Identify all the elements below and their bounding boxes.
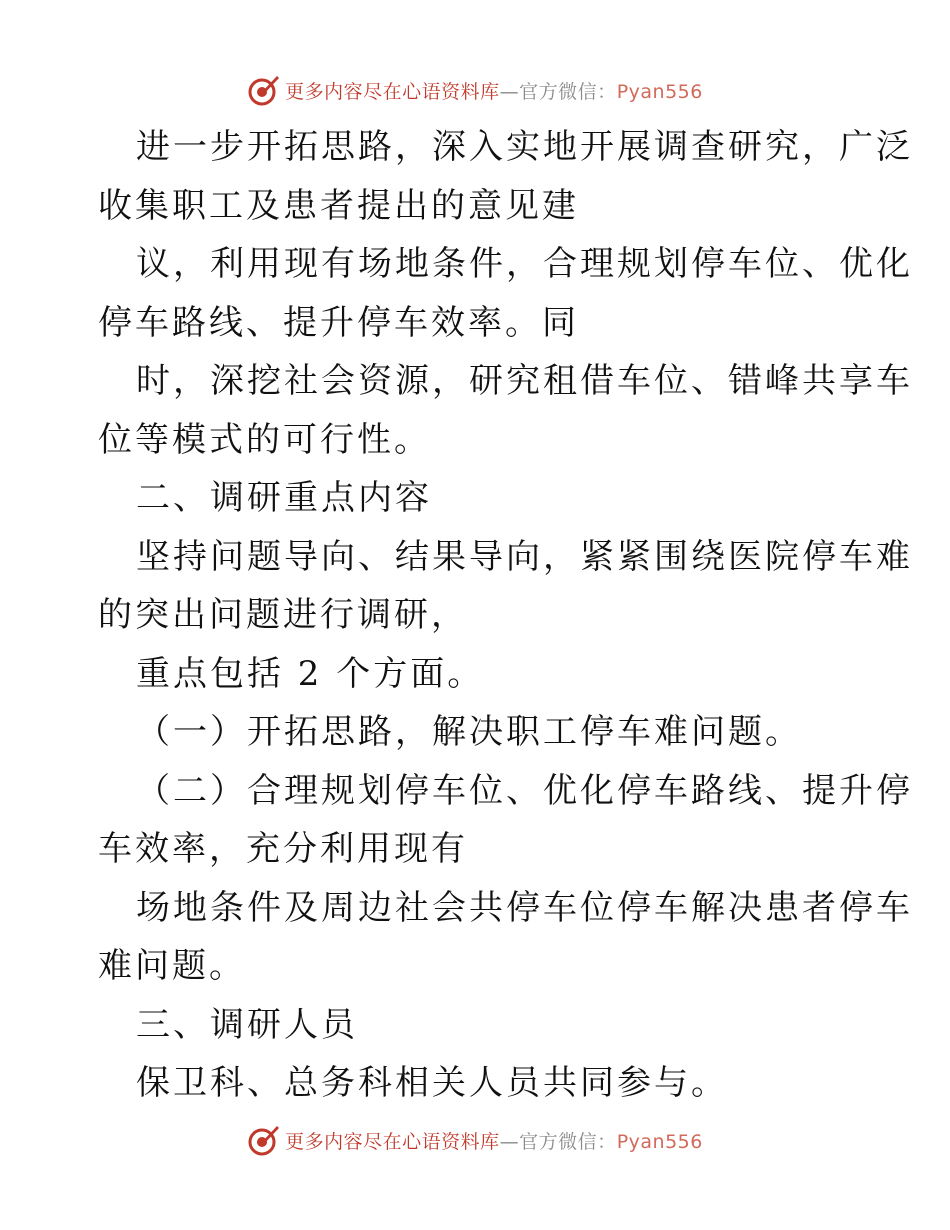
body-line: 进一步开拓思路，深入实地开展调查研究，广泛 (136, 127, 913, 167)
quill-pen-circle-icon (247, 73, 281, 107)
watermark-brand: 更多内容尽在心语资料库 (285, 1130, 500, 1153)
document-body (98, 118, 913, 1113)
list-item: （二）合理规划停车位、优化停车路线、提升停 (136, 770, 913, 811)
watermark-separator: — (499, 80, 520, 103)
watermark-brand: 更多内容尽在心语资料库 (285, 80, 500, 103)
watermark-wechat-id: Pyan556 (616, 1130, 703, 1153)
body-line: 场地条件及周边社会共停车位停车解决患者停车 (136, 887, 913, 928)
body-line: 坚持问题导向、结果导向，紧紧围绕医院停车难 (136, 536, 913, 577)
watermark-wechat-label: 官方微信： (519, 80, 617, 103)
quill-pen-circle-icon (247, 1123, 281, 1157)
watermark-text (285, 1127, 703, 1154)
footer-watermark (0, 1120, 950, 1160)
watermark-text (285, 77, 703, 104)
watermark-wechat-id: Pyan556 (616, 80, 703, 103)
body-line: 重点包括 2 个方面。 (136, 653, 485, 694)
body-line: 议，利用现有场地条件，合理规划停车位、优化 (136, 244, 913, 284)
section-heading: 三、调研人员 (136, 1004, 358, 1045)
watermark-wechat-label: 官方微信： (519, 1130, 617, 1153)
watermark-separator: — (499, 1130, 520, 1153)
body-line: 停车路线、提升停车效率。同 (98, 302, 579, 343)
body-line: 难问题。 (98, 946, 246, 986)
list-item: （一）开拓思路，解决职工停车难问题。 (136, 712, 802, 752)
body-line: 时，深挖社会资源，研究租借车位、错峰共享车 (136, 361, 913, 401)
body-line: 车效率，充分利用现有 (98, 829, 468, 869)
body-line: 收集职工及患者提出的意见建 (98, 185, 579, 226)
header-watermark (0, 70, 950, 110)
body-line: 保卫科、总务科相关人员共同参与。 (136, 1063, 728, 1103)
body-line: 位等模式的可行性。 (98, 419, 431, 460)
section-heading: 二、调研重点内容 (136, 478, 432, 518)
body-line: 的突出问题进行调研， (98, 595, 468, 635)
